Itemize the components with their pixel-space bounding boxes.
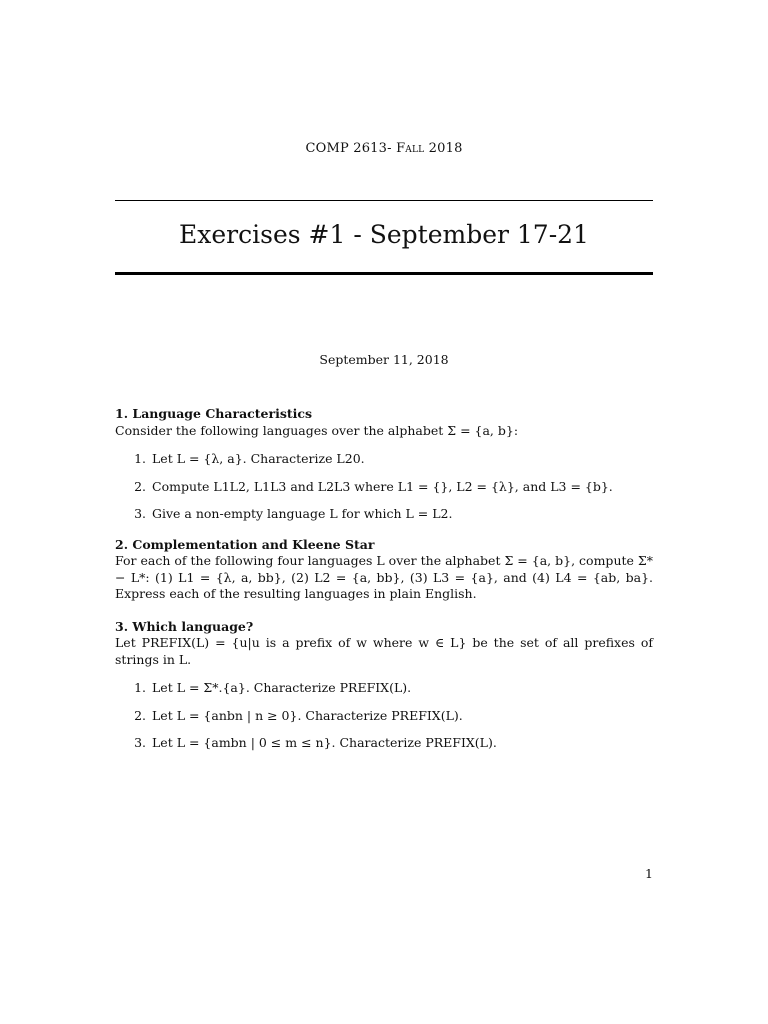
- list-item: 3. Let L = {ambn | 0 ≤ m ≤ n}. Characterize PREFIX(L).: [150, 735, 653, 752]
- section-heading: 2. Complementation and Kleene Star: [115, 536, 375, 552]
- section-intro: Let PREFIX(L) = {u|u is a prefix of w where w ∈ L} be the set of all prefixes of strings in L.: [115, 635, 653, 667]
- section-text: For each of the following four languages L over the alphabet Σ = {a, b}, compute Σ* − L*: (1) L1 = {λ, a, bb}, (2) L2 = {a, bb}, (3) L3 = {a}, and (4) L4 = {ab, ba}. Express each of the resulting languages in plain English.: [115, 553, 653, 601]
- title-bottom-rule: [115, 272, 653, 275]
- document-body: [115, 406, 653, 763]
- section-heading: 1. Language Characteristics: [115, 406, 313, 421]
- exercise-list: [115, 451, 653, 523]
- course-term: Fall 2018: [396, 141, 463, 156]
- list-item: 2. Compute L1L2, L1L3 and L2L3 where L1 = {}, L2 = {λ}, and L3 = {b}.: [150, 479, 653, 496]
- list-item: 2. Let L = {anbn | n ≥ 0}. Characterize PREFIX(L).: [150, 708, 653, 725]
- section-intro: Consider the following languages over the alphabet Σ = {a, b}:: [115, 422, 519, 438]
- list-item: 3. Give a non-empty language L for which L = L2.: [150, 506, 653, 523]
- page-title: Exercises #1 - September 17-21: [179, 220, 589, 249]
- section-which-language: [115, 619, 653, 752]
- course-header: [0, 141, 768, 156]
- document-date: September 11, 2018: [319, 352, 449, 367]
- course-code: COMP 2613-: [305, 141, 392, 156]
- list-item: 1. Let L = Σ*.{a}. Characterize PREFIX(L).: [150, 680, 653, 697]
- title-top-rule: [115, 200, 653, 201]
- exercise-list: [115, 680, 653, 752]
- page-number: 1: [645, 866, 653, 881]
- section-heading: 3. Which language?: [115, 618, 254, 634]
- section-language-characteristics: [115, 406, 653, 523]
- section-complementation-kleene-star: [115, 537, 653, 603]
- list-item: 1. Let L = {λ, a}. Characterize L20.: [150, 451, 653, 468]
